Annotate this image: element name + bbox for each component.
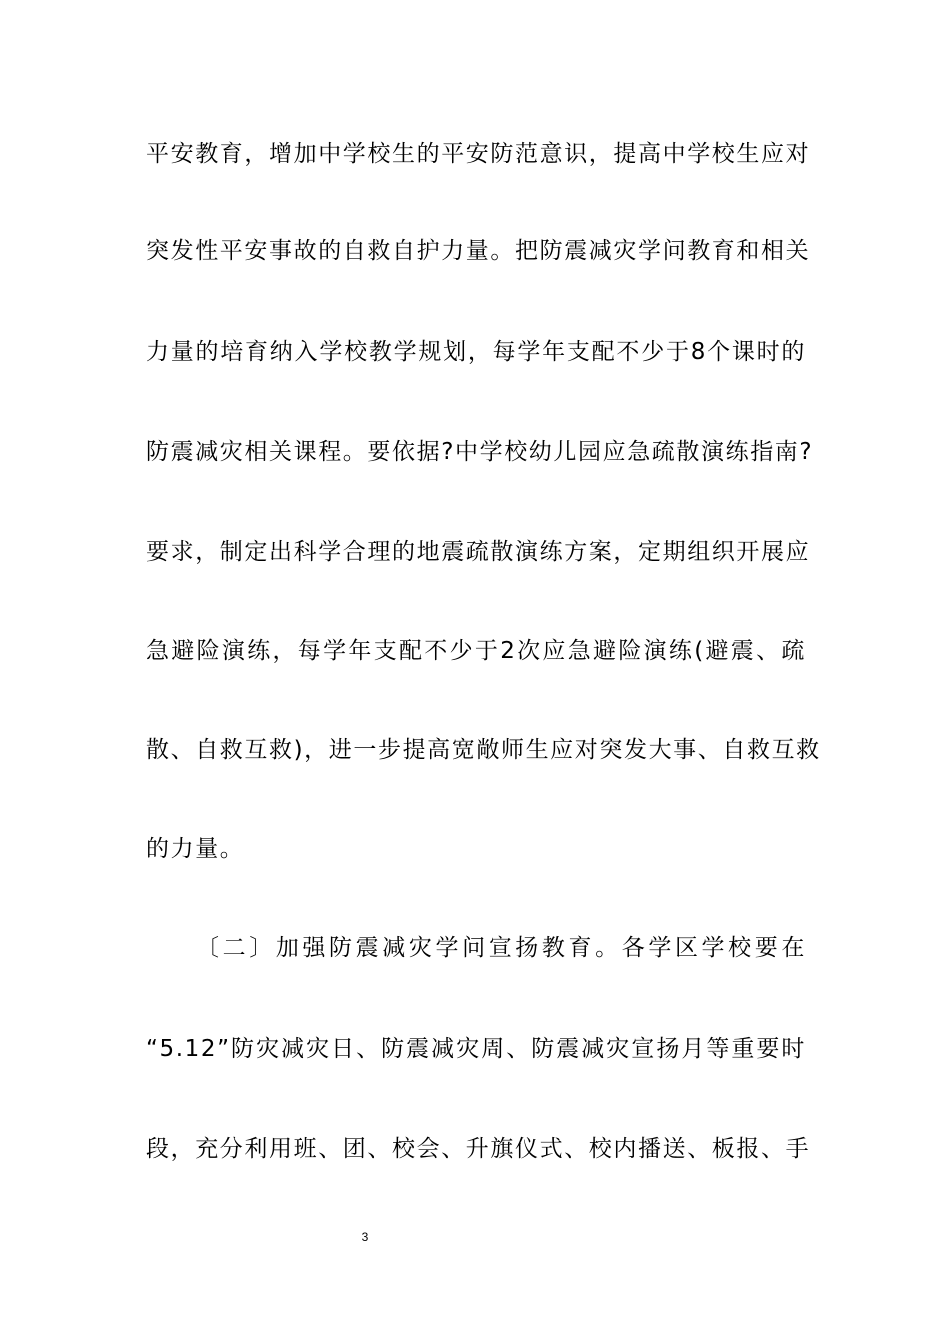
paragraph-line-6: 急避险演练，每学年支配不少于2次应急避险演练(避震、疏: [146, 638, 806, 664]
paragraph-line-5: 要求，制定出科学合理的地震疏散演练方案，定期组织开展应: [146, 539, 811, 565]
paragraph-line-4: 防震减灾相关课程。要依据?中学校幼儿园应急疏散演练指南?: [146, 439, 814, 465]
paragraph-line-9: 〔二〕加强防震减灾学问宣扬教育。各学区学校要在: [196, 935, 806, 961]
paragraph-line-10: “5.12”防灾减灾日、防震减灾周、防震减灾宣扬月等重要时: [146, 1036, 806, 1062]
paragraph-line-8: 的力量。: [146, 836, 245, 862]
paragraph-line-1: 平安教育，增加中学校生的平安防范意识，提高中学校生应对: [146, 141, 811, 167]
paragraph-line-2: 突发性平安事故的自救自护力量。把防震减灾学问教育和相关: [146, 238, 811, 264]
page-number: 3: [361, 1230, 369, 1244]
paragraph-line-11: 段，充分利用班、团、校会、升旗仪式、校内播送、板报、手: [146, 1136, 811, 1162]
paragraph-line-3: 力量的培育纳入学校教学规划，每学年支配不少于8个课时的: [146, 339, 806, 365]
paragraph-line-7: 散、自救互救)，进一步提高宽敞师生应对突发大事、自救互救: [146, 737, 821, 763]
